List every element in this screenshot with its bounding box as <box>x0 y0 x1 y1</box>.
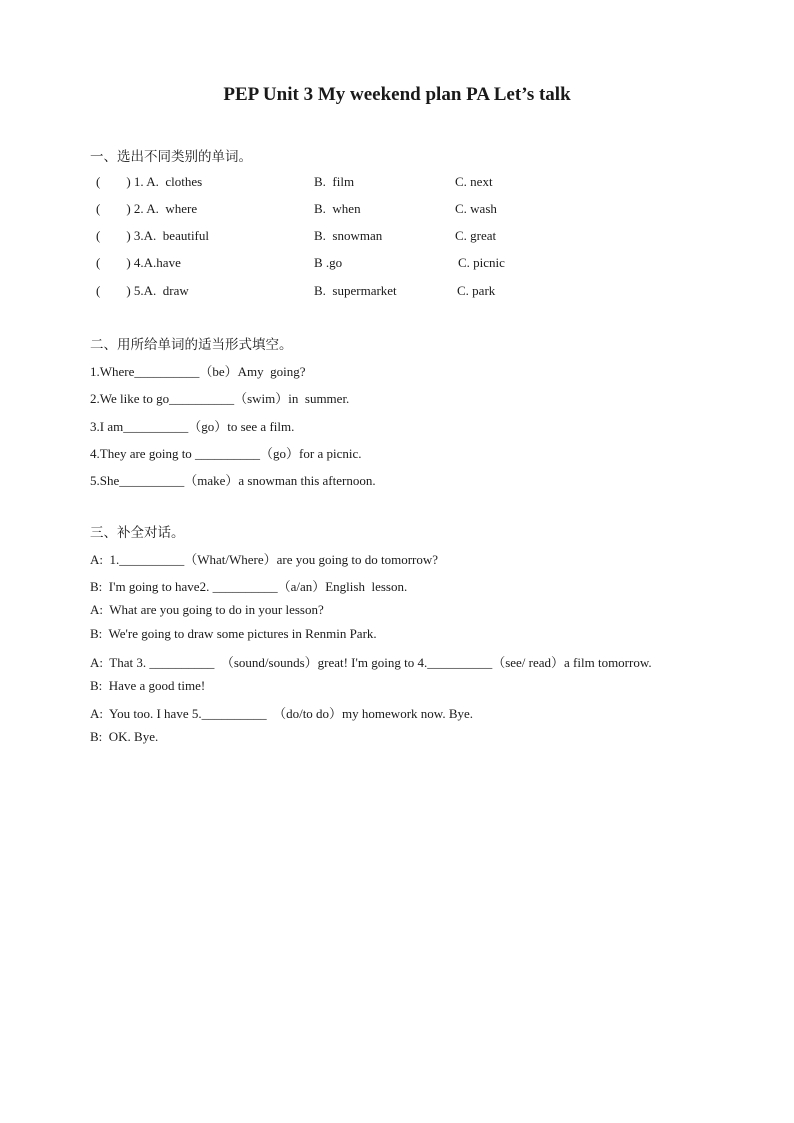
page-title: PEP Unit 3 My weekend plan PA Let’s talk <box>223 84 571 105</box>
section1-heading: 一、选出不同类别的单词。 <box>90 149 252 164</box>
option-c: C. park <box>457 283 496 298</box>
section2-heading: 二、用所给单词的适当形式填空。 <box>90 337 293 352</box>
dialogue-line: B: We're going to draw some pictures in Renmin Park. <box>90 626 377 641</box>
dialogue-line: B: I'm going to have2. __________（a/an）English lesson. <box>90 579 408 594</box>
option-c: C. wash <box>455 201 497 216</box>
dialogue-line: A: You too. I have 5.__________ （do/to do）my homework now. Bye. <box>90 706 474 721</box>
option-b: B. snowman <box>314 228 383 243</box>
fill-blank-line: 1.Where__________（be）Amy going? <box>90 364 306 379</box>
section3-heading: 三、补全对话。 <box>90 525 185 540</box>
dialogue-line: A: What are you going to do in your lesson? <box>90 602 324 617</box>
fill-blank-line: 2.We like to go__________（swim）in summer. <box>90 391 350 406</box>
question-number-option-a: ( ) 2. A. where <box>96 201 198 216</box>
fill-blank-line: 4.They are going to __________（go）for a picnic. <box>90 446 362 461</box>
option-c: C. great <box>455 228 497 243</box>
option-c: C. picnic <box>458 255 505 270</box>
dialogue-line: A: That 3. __________ （sound/sounds）great! I'm going to 4.__________（see/ read）a film tomorrow. <box>90 655 652 670</box>
option-b: B. when <box>314 201 361 216</box>
option-b: B. supermarket <box>314 283 397 298</box>
fill-blank-line: 5.She__________（make）a snowman this afternoon. <box>90 473 376 488</box>
option-c: C. next <box>455 174 493 189</box>
option-b: B. film <box>314 174 355 189</box>
dialogue-line: B: Have a good time! <box>90 678 206 693</box>
question-number-option-a: ( ) 5.A. draw <box>96 283 189 298</box>
question-number-option-a: ( ) 1. A. clothes <box>96 174 203 189</box>
question-number-option-a: ( ) 3.A. beautiful <box>96 228 210 243</box>
question-number-option-a: ( ) 4.A.have <box>96 255 181 270</box>
fill-blank-line: 3.I am__________（go）to see a film. <box>90 419 295 434</box>
option-b: B .go <box>314 255 343 270</box>
dialogue-line: B: OK. Bye. <box>90 729 159 744</box>
dialogue-line: A: 1.__________（What/Where）are you going to do tomorrow? <box>90 552 439 567</box>
